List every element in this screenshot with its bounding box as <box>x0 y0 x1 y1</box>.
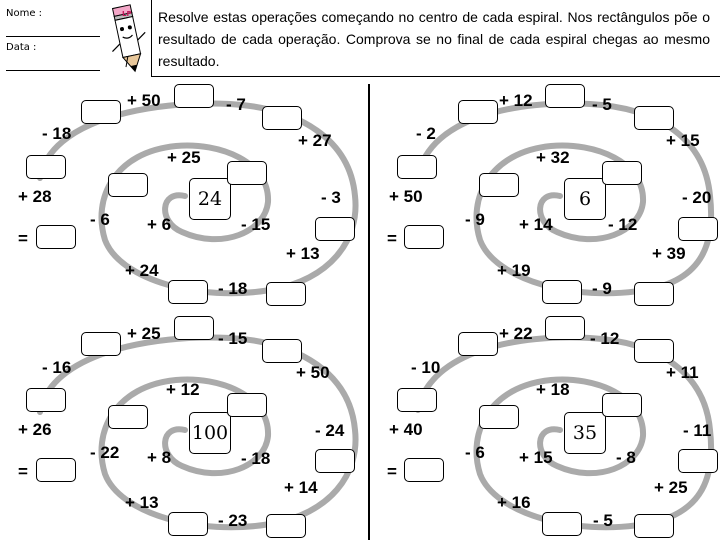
spiral-2-answer-box[interactable] <box>397 155 437 179</box>
spiral-1-op: - 6 <box>90 210 110 229</box>
spiral-2-op: + 39 <box>652 244 686 263</box>
spiral-2-op: - 20 <box>682 188 712 207</box>
spiral-1-op: - 18 <box>42 124 72 143</box>
spiral-3-answer-box[interactable] <box>266 514 306 538</box>
spiral-1-op: - 18 <box>218 279 248 298</box>
spiral-1-answer-box[interactable] <box>81 100 121 124</box>
spiral-3-op: - 16 <box>42 358 72 377</box>
spiral-2-op: + 32 <box>536 148 570 167</box>
spiral-3-answer-box[interactable] <box>315 449 355 473</box>
spiral-1-answer-box[interactable] <box>174 84 214 108</box>
spiral-2-op: - 5 <box>592 95 612 114</box>
spiral-3-equals: = <box>18 462 28 481</box>
spiral-4-answer-box[interactable] <box>678 449 718 473</box>
spiral-4-answer-box[interactable] <box>602 393 642 417</box>
spiral-1-op: - 7 <box>226 95 246 114</box>
spiral-2-final-box[interactable] <box>404 225 444 249</box>
spiral-2-answer-box[interactable] <box>458 100 498 124</box>
spiral-4-op: + 15 <box>519 448 553 467</box>
spiral-4-op: + 40 <box>389 420 423 439</box>
spiral-1-op: + 28 <box>18 187 52 206</box>
spiral-2-answer-box[interactable] <box>678 217 718 241</box>
spiral-2-answer-box[interactable] <box>634 106 674 130</box>
logo-initials: LP <box>122 10 132 18</box>
spiral-2-answer-box[interactable] <box>634 282 674 306</box>
spiral-4-op: - 11 <box>683 421 712 440</box>
spiral-4-op: + 18 <box>536 380 570 399</box>
spiral-2-equals: = <box>387 229 397 248</box>
spiral-3-op: - 22 <box>90 443 120 462</box>
spiral-1-op: + 24 <box>125 261 159 280</box>
spiral-4-start-number: 35 <box>564 412 606 454</box>
spiral-4-answer-box[interactable] <box>634 514 674 538</box>
spiral-4-op: - 12 <box>590 329 620 348</box>
spiral-3-op: - 15 <box>218 329 248 348</box>
spiral-1-op: + 27 <box>298 131 332 150</box>
spiral-1-answer-box[interactable] <box>266 282 306 306</box>
spiral-1-answer-box[interactable] <box>227 161 267 185</box>
spiral-3-answer-box[interactable] <box>227 393 267 417</box>
spiral-3-final-box[interactable] <box>36 458 76 482</box>
spiral-1-answer-box[interactable] <box>108 173 148 197</box>
spiral-1-op: + 6 <box>147 215 172 234</box>
spiral-4-op: + 11 <box>666 363 699 382</box>
date-label: Data : <box>6 42 37 53</box>
spiral-3-op: + 14 <box>284 478 318 497</box>
spiral-4-answer-box[interactable] <box>458 332 498 356</box>
spiral-3-start-number: 100 <box>189 412 231 454</box>
spiral-4-op: - 6 <box>465 443 485 462</box>
spiral-4-answer-box[interactable] <box>542 512 582 536</box>
spiral-1-op: + 50 <box>127 91 161 110</box>
spiral-4-final-box[interactable] <box>404 458 444 482</box>
spiral-1-op: + 25 <box>167 148 201 167</box>
spiral-2-answer-box[interactable] <box>479 173 519 197</box>
spiral-2-op: - 9 <box>465 210 485 229</box>
spiral-4-op: + 25 <box>654 478 688 497</box>
spiral-3-op: + 12 <box>166 380 200 399</box>
spiral-1-start-number: 24 <box>189 178 231 220</box>
spiral-1-op: - 3 <box>321 188 341 207</box>
spiral-4-op: - 10 <box>411 358 441 377</box>
spiral-3-op: + 50 <box>296 363 330 382</box>
spiral-2-answer-box[interactable] <box>545 84 585 108</box>
spiral-3-answer-box[interactable] <box>174 316 214 340</box>
spiral-1-answer-box[interactable] <box>262 106 302 130</box>
spiral-3-op: + 25 <box>127 324 161 343</box>
spiral-2-op: - 2 <box>416 124 436 143</box>
spiral-4-op: + 22 <box>499 324 533 343</box>
spiral-3-op: + 8 <box>147 448 172 467</box>
spiral-3-op: + 26 <box>18 420 52 439</box>
spiral-2-op: + 12 <box>499 91 533 110</box>
spiral-1-answer-box[interactable] <box>26 155 66 179</box>
spiral-2-start-number: 6 <box>564 178 606 220</box>
spiral-2-answer-box[interactable] <box>602 161 642 185</box>
spiral-1-op: + 13 <box>286 244 320 263</box>
spiral-3-answer-box[interactable] <box>108 405 148 429</box>
spiral-4-op: + 16 <box>497 493 531 512</box>
spiral-3-op: + 13 <box>125 493 159 512</box>
spiral-2-answer-box[interactable] <box>542 280 582 304</box>
spiral-2-op: + 50 <box>389 187 423 206</box>
spiral-1-answer-box[interactable] <box>168 280 208 304</box>
spiral-1-equals: = <box>18 229 28 248</box>
spiral-4-answer-box[interactable] <box>545 316 585 340</box>
spiral-2-op: + 19 <box>497 261 531 280</box>
spiral-1-answer-box[interactable] <box>315 217 355 241</box>
spiral-3-op: - 23 <box>218 511 248 530</box>
spiral-2-op: + 14 <box>519 215 553 234</box>
spiral-4-answer-box[interactable] <box>479 405 519 429</box>
spiral-3-answer-box[interactable] <box>81 332 121 356</box>
spiral-4-op: - 5 <box>593 511 613 530</box>
spiral-4-answer-box[interactable] <box>397 388 437 412</box>
spiral-1-final-box[interactable] <box>36 225 76 249</box>
spiral-1-op: - 15 <box>241 215 271 234</box>
spiral-4-op: - 8 <box>616 448 636 467</box>
spiral-4-answer-box[interactable] <box>634 339 674 363</box>
spiral-2-op: - 12 <box>608 215 638 234</box>
spiral-3-op: - 24 <box>315 421 345 440</box>
name-label: Nome : <box>6 8 43 19</box>
instructions: Resolve estas operações começando no centro de cada espiral. Nos rectângulos põe o resultado de cada operação. Comprova se no final de cada espiral chegas ao mesmo resultado. <box>158 9 710 69</box>
spiral-2-op: + 15 <box>666 131 700 150</box>
spiral-3-answer-box[interactable] <box>26 388 66 412</box>
spiral-4-equals: = <box>387 462 397 481</box>
spiral-3-answer-box[interactable] <box>168 512 208 536</box>
spiral-3-answer-box[interactable] <box>262 339 302 363</box>
spiral-2-op: - 9 <box>592 279 612 298</box>
spiral-3-op: - 18 <box>241 449 271 468</box>
